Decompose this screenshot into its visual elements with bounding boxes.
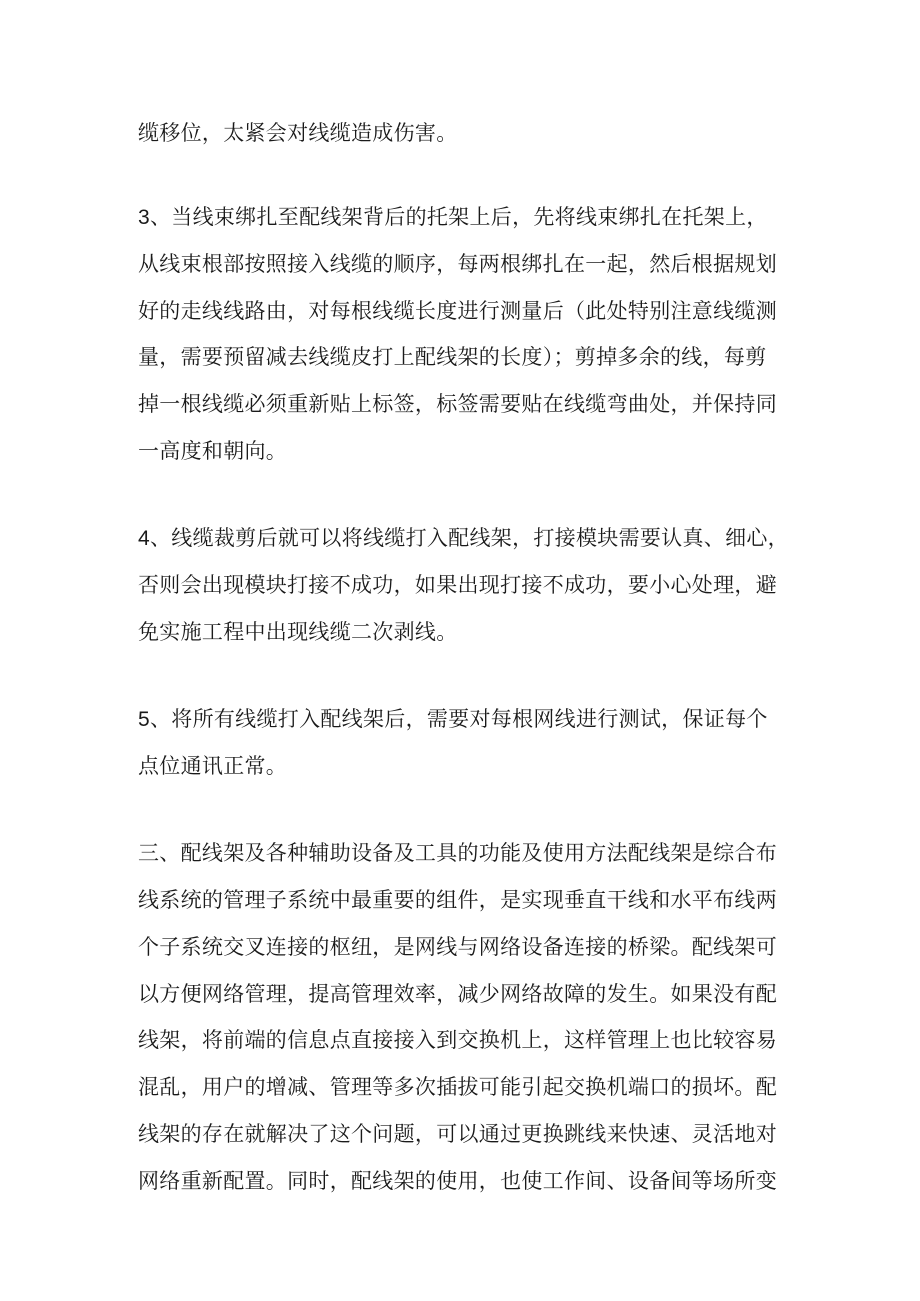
step-number: 3 — [138, 206, 150, 229]
paragraph-line — [138, 524, 789, 553]
step-number: 4 — [138, 527, 150, 550]
paragraph-line: 线架，将前端的信息点直接接入到交换机上，这样管理上也比较容易 — [138, 1028, 777, 1052]
paragraph-line: 混乱，用户的增减、管理等多次插拔可能引起交换机端口的损坏。配 — [138, 1075, 777, 1099]
paragraph-line: 量，需要预留减去线缆皮打上配线架的长度）；剪掉多余的线，每剪 — [138, 345, 767, 369]
paragraph-line: 线系统的管理子系统中最重要的组件，是实现垂直干线和水平布线两 — [138, 888, 777, 912]
paragraph-line: 以方便网络管理，提高管理效率，减少网络故障的发生。如果没有配 — [138, 982, 777, 1006]
step-number: 5 — [138, 708, 150, 731]
paragraph-line: 一高度和朝向。 — [138, 439, 288, 463]
paragraph-line: 点位通讯正常。 — [138, 754, 288, 778]
paragraph-line: 个子系统交叉连接的枢纽，是网线与网络设备连接的桥梁。配线架可 — [138, 935, 777, 959]
paragraph-line: 三、配线架及各种辅助设备及工具的功能及使用方法配线架是综合布 — [138, 841, 777, 865]
paragraph-line: 免实施工程中出现线缆二次剥线。 — [138, 620, 458, 644]
paragraph-line-text: 、线缆裁剪后就可以将线缆打入配线架，打接模块需要认真、细心， — [149, 526, 789, 550]
paragraph-line-text: 、将所有线缆打入配线架后，需要对每根网线进行测试，保证每个 — [149, 707, 768, 731]
paragraph-line: 从线束根部按照接入线缆的顺序，每两根绑扎在一起，然后根据规划 — [138, 252, 777, 276]
paragraph-line — [138, 705, 768, 734]
paragraph-line — [138, 203, 768, 232]
paragraph-line: 线架的存在就解决了这个问题，可以通过更换跳线来快速、灵活地对 — [138, 1122, 777, 1146]
paragraph-line: 缆移位，太紧会对线缆造成伤害。 — [138, 121, 458, 145]
paragraph-line: 否则会出现模块打接不成功，如果出现打接不成功，要小心处理，避 — [138, 573, 777, 597]
paragraph-line: 好的走线线路由，对每根线缆长度进行测量后（此处特别注意线缆测 — [138, 299, 777, 323]
paragraph-line-text: 、当线束绑扎至配线架背后的托架上后，先将线束绑扎在托架上， — [149, 205, 768, 229]
paragraph-line: 网络重新配置。同时，配线架的使用，也使工作间、设备间等场所变 — [138, 1169, 777, 1193]
paragraph-line: 掉一根线缆必须重新贴上标签，标签需要贴在线缆弯曲处，并保持同 — [138, 392, 777, 416]
